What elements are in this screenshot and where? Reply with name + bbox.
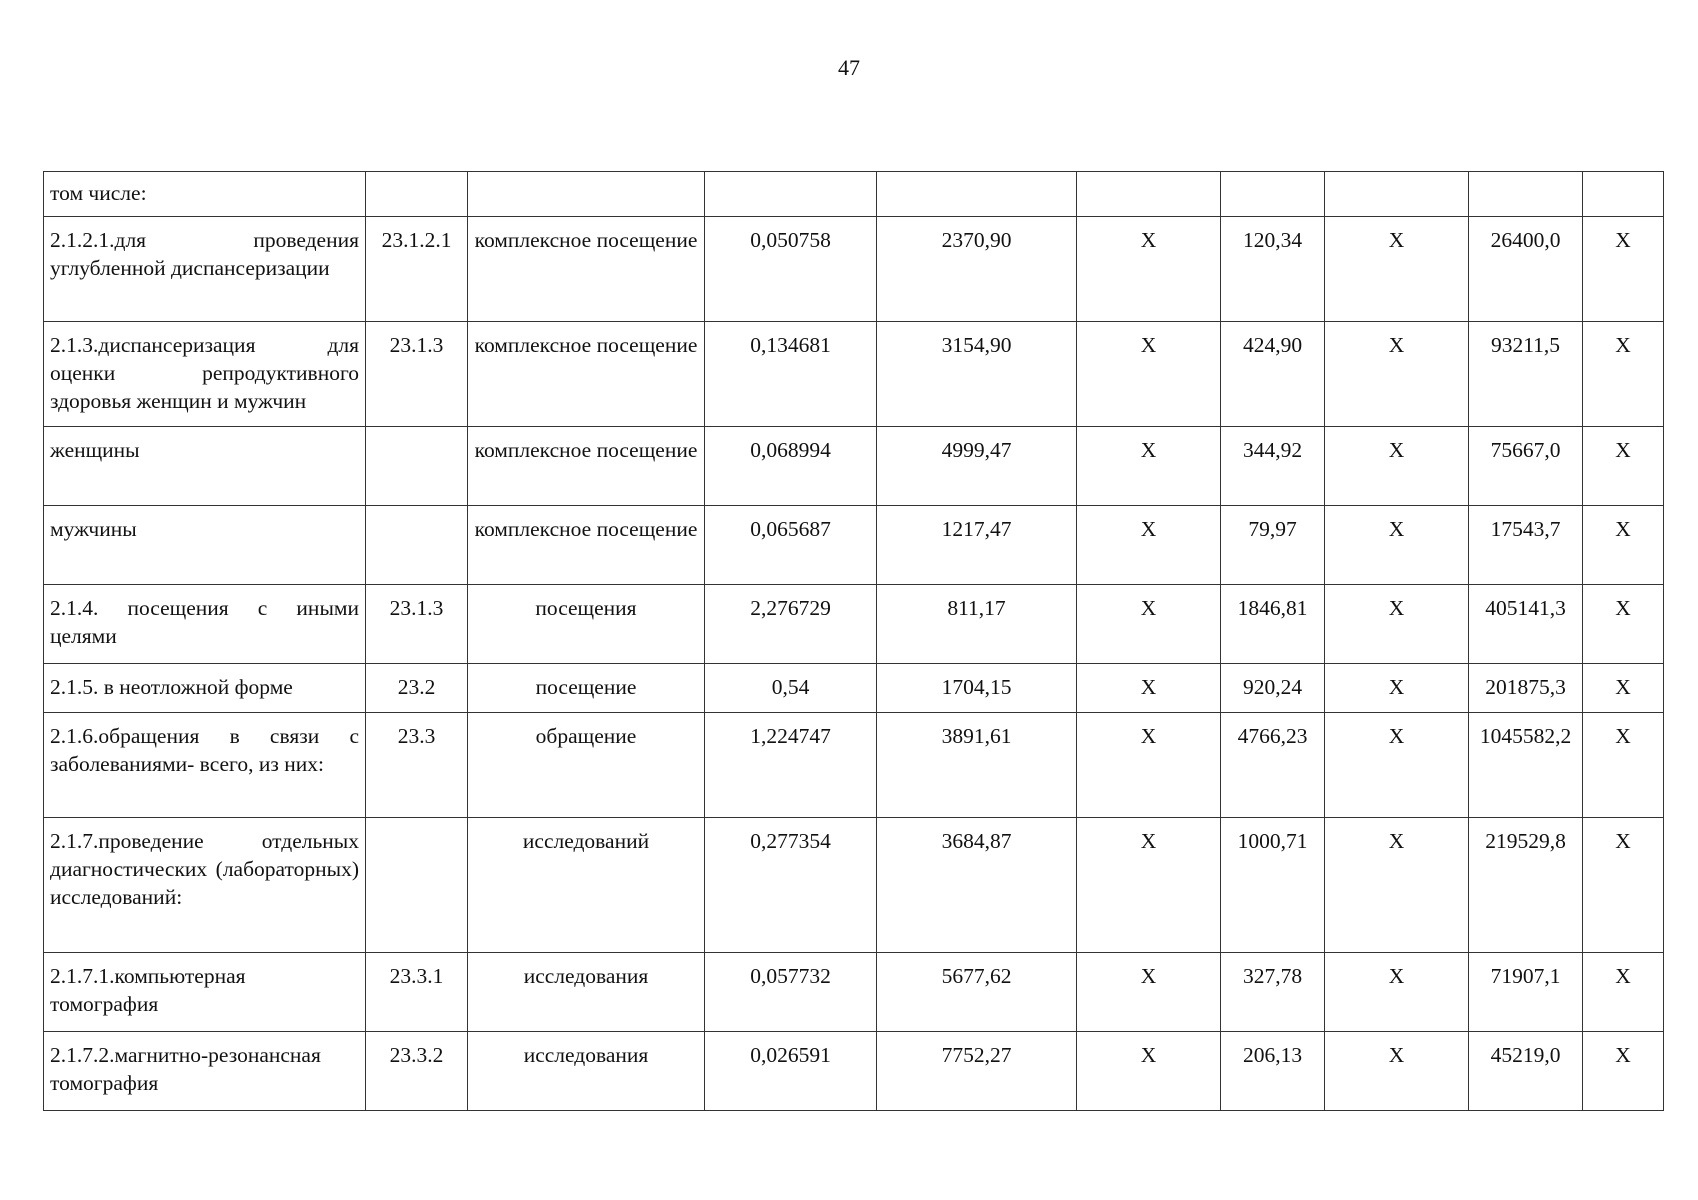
cell-value-7: X [1583, 713, 1664, 818]
cell-value-1: 0,026591 [705, 1032, 877, 1111]
cell-value-6 [1469, 172, 1583, 217]
cell-name: 2.1.5. в неотложной форме [44, 664, 366, 713]
cell-value-4: 206,13 [1221, 1032, 1325, 1111]
cell-code [366, 506, 468, 585]
cell-unit [468, 172, 705, 217]
cell-value-1: 0,050758 [705, 217, 877, 322]
cell-value-3: X [1077, 217, 1221, 322]
cell-value-4: 79,97 [1221, 506, 1325, 585]
cell-name: том числе: [44, 172, 366, 217]
cell-value-4: 327,78 [1221, 953, 1325, 1032]
cell-value-7: X [1583, 322, 1664, 427]
table-body [44, 172, 1664, 1111]
cell-value-7: X [1583, 506, 1664, 585]
table-row [44, 818, 1664, 953]
cell-value-2: 4999,47 [877, 427, 1077, 506]
cell-name: 2.1.6.обращения в связи с заболеваниями- всего, из них: [44, 713, 366, 818]
cell-value-6: 45219,0 [1469, 1032, 1583, 1111]
cell-value-5: X [1325, 953, 1469, 1032]
cell-code [366, 427, 468, 506]
cell-value-7: X [1583, 664, 1664, 713]
cell-value-4: 1000,71 [1221, 818, 1325, 953]
cell-value-5: X [1325, 664, 1469, 713]
cell-value-2: 811,17 [877, 585, 1077, 664]
cell-value-3: X [1077, 818, 1221, 953]
cell-value-6: 75667,0 [1469, 427, 1583, 506]
cell-value-1: 0,54 [705, 664, 877, 713]
cell-unit: комплексное посещение [468, 322, 705, 427]
cell-value-3: X [1077, 506, 1221, 585]
cell-value-7 [1583, 172, 1664, 217]
cell-value-4: 4766,23 [1221, 713, 1325, 818]
cell-value-2: 7752,27 [877, 1032, 1077, 1111]
cell-value-5: X [1325, 713, 1469, 818]
cell-value-7: X [1583, 1032, 1664, 1111]
cell-code: 23.1.3 [366, 585, 468, 664]
cell-value-7: X [1583, 427, 1664, 506]
table-row [44, 172, 1664, 217]
cell-code [366, 818, 468, 953]
data-table [43, 171, 1664, 1111]
cell-value-6: 93211,5 [1469, 322, 1583, 427]
cell-value-6: 71907,1 [1469, 953, 1583, 1032]
cell-value-6: 219529,8 [1469, 818, 1583, 953]
cell-value-2: 3684,87 [877, 818, 1077, 953]
cell-value-6: 201875,3 [1469, 664, 1583, 713]
cell-value-3 [1077, 172, 1221, 217]
cell-value-7: X [1583, 585, 1664, 664]
cell-unit: посещения [468, 585, 705, 664]
cell-value-7: X [1583, 818, 1664, 953]
cell-code: 23.3.1 [366, 953, 468, 1032]
cell-value-2: 3891,61 [877, 713, 1077, 818]
cell-unit: исследований [468, 818, 705, 953]
cell-unit: посещение [468, 664, 705, 713]
cell-value-5: X [1325, 585, 1469, 664]
cell-value-7: X [1583, 217, 1664, 322]
cell-value-1: 1,224747 [705, 713, 877, 818]
cell-value-3: X [1077, 664, 1221, 713]
page-number: 47 [838, 55, 860, 80]
cell-value-1 [705, 172, 877, 217]
table-row [44, 1032, 1664, 1111]
cell-code: 23.2 [366, 664, 468, 713]
cell-code: 23.3 [366, 713, 468, 818]
cell-value-2: 2370,90 [877, 217, 1077, 322]
cell-value-2: 1217,47 [877, 506, 1077, 585]
cell-name: 2.1.7.1.компьютерная томография [44, 953, 366, 1032]
cell-value-7: X [1583, 953, 1664, 1032]
cell-value-3: X [1077, 1032, 1221, 1111]
cell-value-4: 344,92 [1221, 427, 1325, 506]
cell-value-1: 0,068994 [705, 427, 877, 506]
cell-value-1: 2,276729 [705, 585, 877, 664]
cell-value-5: X [1325, 217, 1469, 322]
cell-value-6: 17543,7 [1469, 506, 1583, 585]
cell-value-3: X [1077, 585, 1221, 664]
table-row [44, 506, 1664, 585]
cell-value-2: 3154,90 [877, 322, 1077, 427]
cell-value-4: 920,24 [1221, 664, 1325, 713]
cell-value-5: X [1325, 1032, 1469, 1111]
cell-code: 23.1.2.1 [366, 217, 468, 322]
cell-value-6: 1045582,2 [1469, 713, 1583, 818]
cell-unit: комплексное посещение [468, 427, 705, 506]
cell-value-3: X [1077, 713, 1221, 818]
cell-value-2: 1704,15 [877, 664, 1077, 713]
cell-unit: комплексное посещение [468, 217, 705, 322]
cell-value-3: X [1077, 322, 1221, 427]
cell-value-1: 0,057732 [705, 953, 877, 1032]
cell-code [366, 172, 468, 217]
cell-value-5: X [1325, 506, 1469, 585]
table-row [44, 322, 1664, 427]
table-row [44, 427, 1664, 506]
cell-name: 2.1.3.диспансеризация для оценки репродуктивного здоровья женщин и мужчин [44, 322, 366, 427]
cell-value-3: X [1077, 427, 1221, 506]
cell-unit: исследования [468, 1032, 705, 1111]
cell-name: 2.1.2.1.для проведения углубленной диспансеризации [44, 217, 366, 322]
cell-value-4: 120,34 [1221, 217, 1325, 322]
cell-name: мужчины [44, 506, 366, 585]
cell-value-5: X [1325, 322, 1469, 427]
cell-value-5 [1325, 172, 1469, 217]
table-row [44, 585, 1664, 664]
cell-value-6: 26400,0 [1469, 217, 1583, 322]
cell-value-2: 5677,62 [877, 953, 1077, 1032]
table-row [44, 713, 1664, 818]
cell-name: 2.1.7.проведение отдельных диагностических (лабораторных) исследований: [44, 818, 366, 953]
cell-value-4 [1221, 172, 1325, 217]
cell-unit: комплексное посещение [468, 506, 705, 585]
cell-value-5: X [1325, 818, 1469, 953]
cell-value-1: 0,277354 [705, 818, 877, 953]
table-row [44, 217, 1664, 322]
table-row [44, 664, 1664, 713]
cell-name: 2.1.7.2.магнитно-резонансная томография [44, 1032, 366, 1111]
cell-code: 23.3.2 [366, 1032, 468, 1111]
cell-name: женщины [44, 427, 366, 506]
cell-value-1: 0,134681 [705, 322, 877, 427]
cell-value-4: 424,90 [1221, 322, 1325, 427]
cell-value-1: 0,065687 [705, 506, 877, 585]
cell-code: 23.1.3 [366, 322, 468, 427]
cell-unit: исследования [468, 953, 705, 1032]
cell-name: 2.1.4. посещения с иными целями [44, 585, 366, 664]
cell-value-5: X [1325, 427, 1469, 506]
cell-value-4: 1846,81 [1221, 585, 1325, 664]
cell-value-6: 405141,3 [1469, 585, 1583, 664]
cell-unit: обращение [468, 713, 705, 818]
table-row [44, 953, 1664, 1032]
cell-value-3: X [1077, 953, 1221, 1032]
cell-value-2 [877, 172, 1077, 217]
